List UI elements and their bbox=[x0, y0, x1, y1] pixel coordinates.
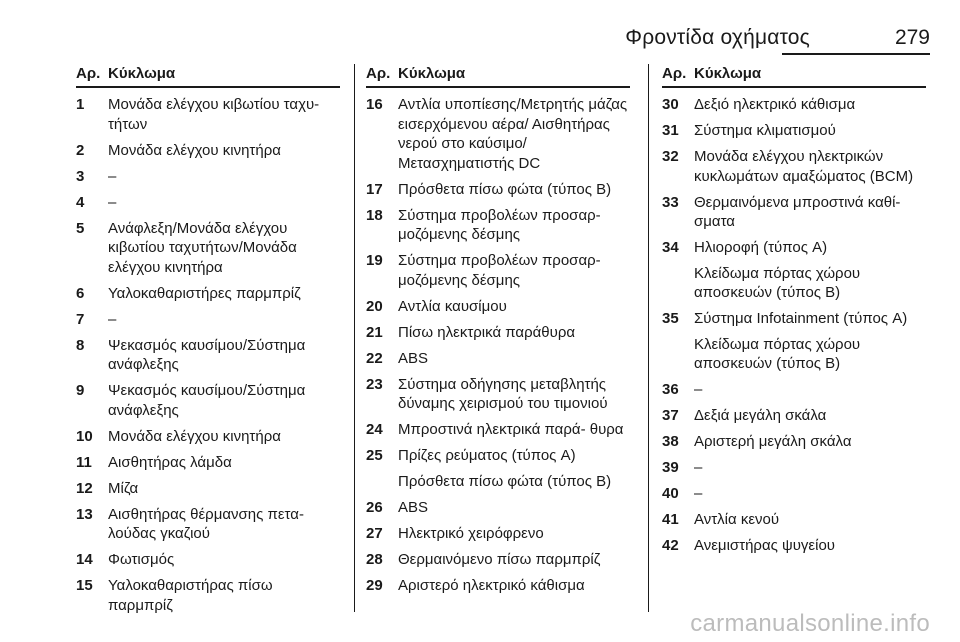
fuse-table-column-1 bbox=[76, 64, 340, 622]
fuse-circuit bbox=[694, 95, 926, 115]
fuse-circuit bbox=[108, 427, 340, 447]
fuse-circuit-text: Αριστερή μεγάλη σκάλα bbox=[694, 433, 852, 450]
fuse-circuit-text: – bbox=[694, 381, 703, 398]
fuse-row bbox=[76, 219, 340, 278]
page-header bbox=[0, 0, 960, 56]
fuse-row bbox=[366, 550, 630, 570]
fuse-number: 12 bbox=[76, 479, 93, 497]
fuse-circuit-text: Αντλία καυσίμου bbox=[398, 297, 507, 315]
fuse-number: 6 bbox=[76, 284, 85, 302]
fuse-circuit-text: Σύστημα οδήγησης μεταβλητής δύναμης χειρισμού του τιμονιού bbox=[398, 375, 608, 412]
header-number-label: Αρ. bbox=[366, 65, 391, 82]
fuse-circuit-text: ABS bbox=[398, 349, 429, 367]
fuse-circuit bbox=[694, 484, 926, 504]
fuse-number: 36 bbox=[662, 381, 679, 398]
fuse-number: 32 bbox=[662, 148, 679, 165]
fuse-circuit-text: Σύστημα κλιματισμού bbox=[694, 122, 836, 139]
fuse-row bbox=[662, 432, 926, 452]
fuse-number: 5 bbox=[76, 219, 85, 237]
fuse-row bbox=[366, 206, 630, 245]
fuse-row bbox=[76, 141, 340, 161]
fuse-row bbox=[76, 193, 340, 213]
fuse-row bbox=[76, 505, 340, 544]
column-divider bbox=[354, 64, 355, 612]
column-header bbox=[662, 64, 926, 88]
fuse-circuit-text: Μονάδα ελέγχου κιβωτίου ταχυ- τήτων bbox=[108, 96, 320, 133]
fuse-number: 9 bbox=[76, 382, 85, 399]
fuse-circuit-text: Αισθητήρας λάμδα bbox=[108, 453, 232, 471]
fuse-circuit-text: Μονάδα ελέγχου ηλεκτρικών κυκλωμάτων αμαξώματος (BCM) bbox=[694, 148, 914, 185]
fuse-row bbox=[76, 95, 340, 134]
fuse-circuit-text: Θερμαινόμενα μπροστινά καθί- σματα bbox=[694, 193, 901, 230]
fuse-circuit bbox=[108, 193, 340, 213]
fuse-circuit-text: Ανάφλεξη/Μονάδα ελέγχου κιβωτίου ταχυτήτων/Μονάδα ελέγχου κινητήρα bbox=[108, 219, 297, 276]
fuse-row bbox=[76, 453, 340, 473]
fuse-number: 14 bbox=[76, 551, 93, 568]
fuse-circuit-text: Αντλία κενού bbox=[694, 511, 780, 528]
header-circuit-label: Κύκλωμα bbox=[398, 65, 466, 82]
fuse-circuit-text: Ανεμιστήρας ψυγείου bbox=[694, 537, 835, 554]
fuse-row bbox=[366, 349, 630, 369]
fuse-row bbox=[662, 309, 926, 374]
fuse-number: 26 bbox=[366, 498, 383, 516]
fuse-table-column-3 bbox=[662, 64, 926, 562]
fuse-number: 27 bbox=[366, 524, 383, 542]
fuse-circuit bbox=[398, 550, 630, 570]
fuse-circuit bbox=[694, 121, 926, 141]
fuse-number: 11 bbox=[76, 453, 92, 471]
fuse-row bbox=[366, 323, 630, 343]
fuse-circuit bbox=[398, 95, 630, 173]
fuse-number: 17 bbox=[366, 180, 383, 198]
fuse-row bbox=[366, 297, 630, 317]
fuse-number: 10 bbox=[76, 427, 93, 445]
fuse-row bbox=[76, 167, 340, 187]
fuse-number: 38 bbox=[662, 433, 679, 450]
fuse-circuit-text: Ηλεκτρικό χειρόφρενο bbox=[398, 524, 544, 542]
fuse-table-column-2 bbox=[366, 64, 630, 602]
page-title: Φροντίδα οχήματος bbox=[625, 26, 810, 49]
fuse-row bbox=[76, 576, 340, 615]
fuse-circuit bbox=[108, 336, 340, 375]
fuse-circuit bbox=[108, 381, 340, 420]
fuse-number: 35 bbox=[662, 310, 679, 327]
fuse-number: 8 bbox=[76, 336, 85, 354]
fuse-circuit-text: Πρίζες ρεύματος (τύπος A) bbox=[398, 447, 576, 464]
fuse-circuit-text: Πρόσθετα πίσω φώτα (τύπος B) bbox=[398, 472, 612, 490]
fuse-circuit bbox=[694, 510, 926, 530]
fuse-circuit-text: – bbox=[108, 310, 117, 328]
fuse-row bbox=[366, 498, 630, 518]
fuse-circuit-text: Ηλιοροφή (τύπος A) bbox=[694, 239, 828, 256]
fuse-circuit bbox=[398, 420, 630, 440]
fuse-circuit bbox=[398, 180, 630, 200]
fuse-row bbox=[76, 381, 340, 420]
fuse-circuit-text: Μονάδα ελέγχου κινητήρα bbox=[108, 427, 281, 445]
fuse-number: 15 bbox=[76, 577, 93, 594]
fuse-number: 31 bbox=[662, 122, 679, 139]
fuse-row bbox=[366, 420, 630, 440]
fuse-number: 25 bbox=[366, 447, 383, 464]
fuse-circuit bbox=[398, 576, 630, 596]
fuse-row bbox=[76, 310, 340, 330]
fuse-circuit bbox=[398, 251, 630, 290]
fuse-number: 24 bbox=[366, 421, 383, 438]
column-divider bbox=[648, 64, 649, 612]
fuse-row bbox=[76, 550, 340, 570]
fuse-circuit-text: Πρόσθετα πίσω φώτα (τύπος B) bbox=[398, 180, 612, 198]
fuse-number: 33 bbox=[662, 193, 679, 211]
fuse-number: 37 bbox=[662, 407, 679, 424]
fuse-number: 21 bbox=[366, 323, 383, 341]
fuse-circuit-text: Μονάδα ελέγχου κινητήρα bbox=[108, 141, 281, 159]
fuse-number: 1 bbox=[76, 96, 85, 113]
fuse-circuit-text: – bbox=[108, 167, 117, 185]
fuse-circuit bbox=[108, 310, 340, 330]
fuse-row bbox=[662, 238, 926, 303]
fuse-circuit bbox=[694, 536, 926, 556]
fuse-circuit bbox=[694, 458, 926, 478]
fuse-row bbox=[366, 95, 630, 173]
header-circuit-label: Κύκλωμα bbox=[108, 65, 176, 82]
fuse-circuit bbox=[694, 238, 926, 303]
fuse-row bbox=[662, 510, 926, 530]
fuse-row bbox=[366, 375, 630, 414]
header-rule bbox=[782, 53, 930, 55]
fuse-circuit-text: – bbox=[108, 193, 117, 211]
fuse-circuit bbox=[108, 550, 340, 570]
fuse-number: 19 bbox=[366, 252, 383, 269]
fuse-number: 42 bbox=[662, 537, 679, 554]
fuse-circuit-text: Μίζα bbox=[108, 479, 139, 497]
fuse-circuit bbox=[694, 406, 926, 426]
fuse-circuit-text: Σύστημα προβολέων προσαρ- μοζόμενης δέσμης bbox=[398, 252, 601, 289]
fuse-row bbox=[76, 427, 340, 447]
fuse-circuit-text: Κλείδωμα πόρτας χώρου αποσκευών (τύπος B) bbox=[694, 335, 861, 372]
fuse-circuit-text: – bbox=[694, 485, 703, 502]
fuse-number: 2 bbox=[76, 141, 85, 159]
fuse-circuit-text: – bbox=[694, 459, 703, 476]
fuse-circuit bbox=[108, 453, 340, 473]
fuse-circuit bbox=[398, 206, 630, 245]
fuse-number: 20 bbox=[366, 297, 383, 315]
fuse-number: 29 bbox=[366, 576, 383, 594]
fuse-number: 41 bbox=[662, 511, 679, 528]
fuse-circuit bbox=[398, 498, 630, 518]
header-number-label: Αρ. bbox=[76, 65, 101, 82]
fuse-circuit bbox=[398, 323, 630, 343]
fuse-circuit-text: Ψεκασμός καυσίμου/Σύστημα ανάφλεξης bbox=[108, 382, 306, 419]
fuse-circuit bbox=[398, 446, 630, 491]
fuse-row bbox=[366, 251, 630, 290]
fuse-number: 3 bbox=[76, 167, 85, 185]
fuse-circuit-text: Θερμαινόμενο πίσω παρμπρίζ bbox=[398, 550, 601, 568]
fuse-number: 18 bbox=[366, 206, 383, 224]
fuse-row bbox=[662, 458, 926, 478]
fuse-circuit-text: Υαλοκαθαριστήρες παρμπρίζ bbox=[108, 284, 301, 302]
fuse-circuit bbox=[108, 167, 340, 187]
fuse-row bbox=[662, 193, 926, 232]
fuse-circuit bbox=[694, 432, 926, 452]
fuse-number: 40 bbox=[662, 485, 679, 502]
fuse-circuit-text: Πίσω ηλεκτρικά παράθυρα bbox=[398, 323, 576, 341]
header-circuit-label: Κύκλωμα bbox=[694, 65, 762, 82]
fuse-row bbox=[662, 380, 926, 400]
fuse-number: 16 bbox=[366, 96, 383, 113]
fuse-circuit-text: Φωτισμός bbox=[108, 551, 175, 568]
fuse-circuit-text: Αριστερό ηλεκτρικό κάθισμα bbox=[398, 576, 585, 594]
fuse-number: 39 bbox=[662, 459, 679, 476]
fuse-circuit-text: Σύστημα Infotainment (τύπος A) bbox=[694, 310, 908, 327]
fuse-number: 28 bbox=[366, 550, 383, 568]
fuse-row bbox=[662, 147, 926, 186]
fuse-row bbox=[366, 576, 630, 596]
fuse-number: 22 bbox=[366, 349, 383, 367]
fuse-circuit bbox=[694, 309, 926, 374]
column-header bbox=[366, 64, 630, 88]
fuse-circuit bbox=[108, 505, 340, 544]
page-number: 279 bbox=[894, 26, 930, 49]
fuse-circuit bbox=[108, 141, 340, 161]
fuse-number: 23 bbox=[366, 375, 383, 393]
fuse-row bbox=[366, 524, 630, 544]
fuse-circuit-text: Αισθητήρας θέρμανσης πετα- λούδας γκαζιού bbox=[108, 505, 304, 542]
fuse-row bbox=[76, 336, 340, 375]
fuse-circuit bbox=[398, 297, 630, 317]
fuse-number: 30 bbox=[662, 96, 679, 113]
fuse-circuit-text: Υαλοκαθαριστήρας πίσω παρμπρίζ bbox=[108, 577, 273, 614]
fuse-number: 7 bbox=[76, 310, 85, 328]
fuse-circuit bbox=[694, 193, 926, 232]
fuse-circuit-text: ABS bbox=[398, 498, 429, 516]
fuse-circuit bbox=[694, 380, 926, 400]
fuse-circuit bbox=[108, 479, 340, 499]
fuse-row bbox=[662, 406, 926, 426]
fuse-row bbox=[662, 536, 926, 556]
fuse-row bbox=[76, 479, 340, 499]
fuse-row bbox=[662, 484, 926, 504]
fuse-number: 34 bbox=[662, 239, 679, 256]
fuse-circuit bbox=[108, 284, 340, 304]
fuse-circuit bbox=[108, 95, 340, 134]
fuse-circuit bbox=[108, 576, 340, 615]
fuse-circuit-text: Δεξιά μεγάλη σκάλα bbox=[694, 407, 827, 424]
watermark: carmanualsonline.info bbox=[690, 610, 930, 637]
fuse-row bbox=[366, 180, 630, 200]
fuse-circuit bbox=[694, 147, 926, 186]
fuse-circuit-text: Αντλία υποπίεσης/Μετρητής μάζας εισερχόμενου αέρα/ Αισθητήρας νερού στο καύσιμο/ Μετασχηματιστής DC bbox=[398, 96, 628, 172]
fuse-circuit-text: Σύστημα προβολέων προσαρ- μοζόμενης δέσμης bbox=[398, 206, 601, 243]
fuse-row bbox=[76, 284, 340, 304]
fuse-circuit-text: Ψεκασμός καυσίμου/Σύστημα ανάφλεξης bbox=[108, 336, 306, 373]
fuse-number: 4 bbox=[76, 193, 85, 211]
fuse-row bbox=[366, 446, 630, 491]
fuse-circuit bbox=[398, 349, 630, 369]
fuse-circuit bbox=[398, 524, 630, 544]
fuse-circuit-text: Κλείδωμα πόρτας χώρου αποσκευών (τύπος B) bbox=[694, 264, 861, 301]
header-number-label: Αρ. bbox=[662, 65, 687, 82]
fuse-circuit-text: Μπροστινά ηλεκτρικά παρά- θυρα bbox=[398, 421, 624, 438]
fuse-number: 13 bbox=[76, 505, 93, 523]
column-header bbox=[76, 64, 340, 88]
fuse-row bbox=[662, 121, 926, 141]
fuse-circuit-text: Δεξιό ηλεκτρικό κάθισμα bbox=[694, 96, 856, 113]
fuse-circuit bbox=[108, 219, 340, 278]
fuse-row bbox=[662, 95, 926, 115]
fuse-circuit bbox=[398, 375, 630, 414]
